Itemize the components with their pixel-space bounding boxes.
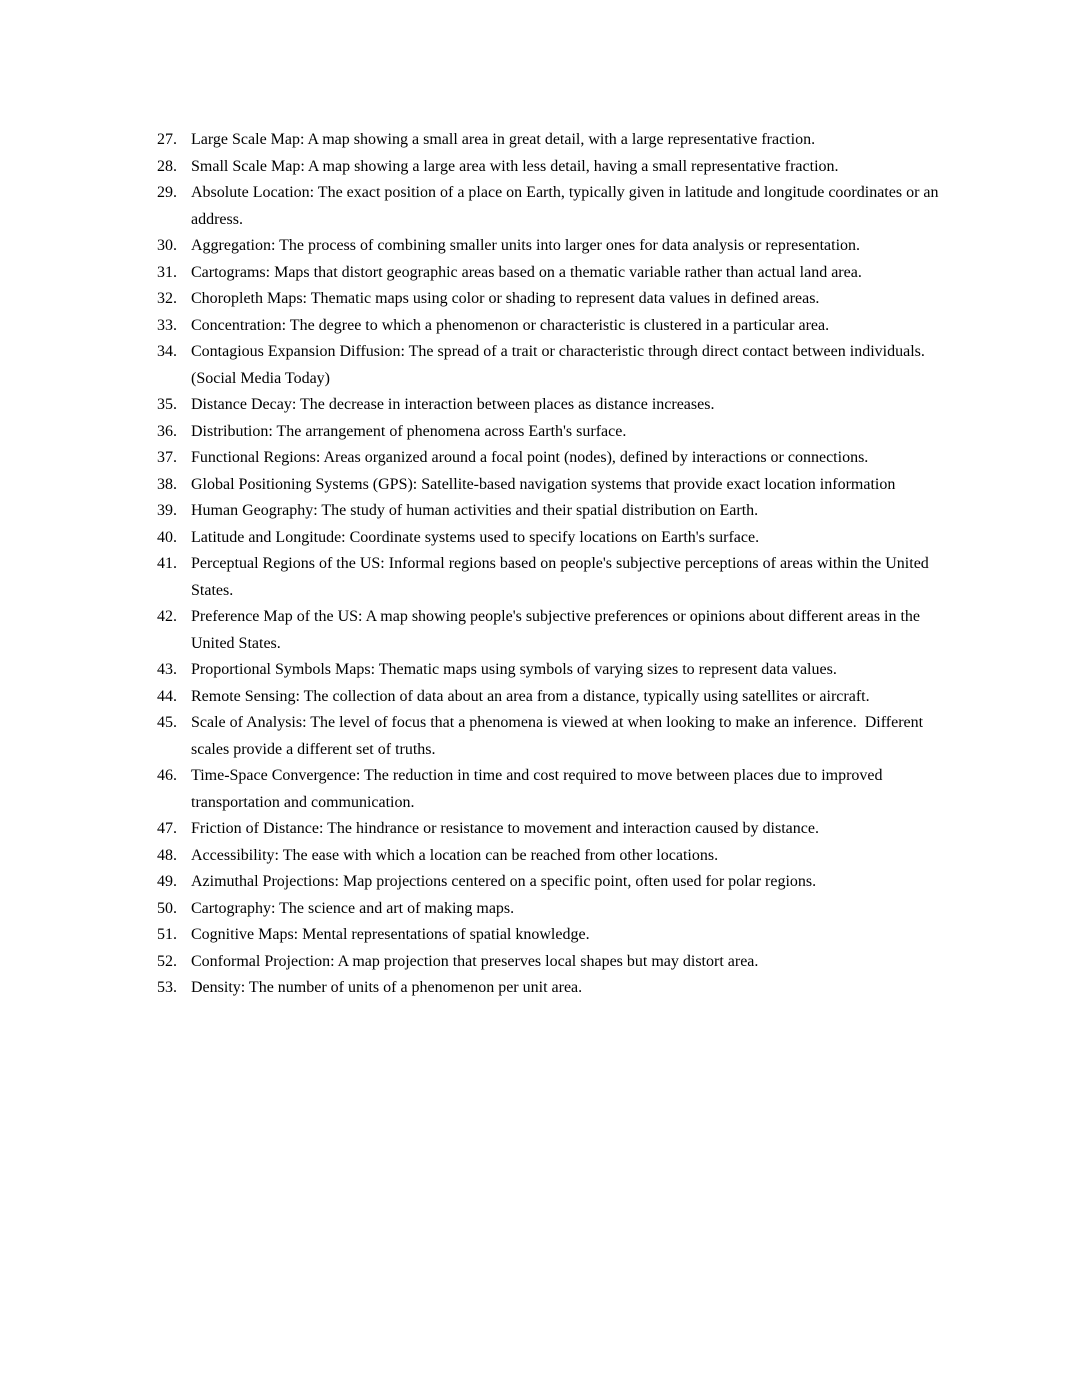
item-number: 40. [157, 528, 177, 546]
item-number: 30. [157, 237, 177, 254]
item-text: Large Scale Map: A map showing a small area in great detail, with a large representative fraction. [191, 131, 816, 148]
item-text: Absolute Location: The exact position of a place on Earth, typically given in latitude and longitude coordinates or an address. [191, 184, 943, 228]
item-number: 41. [157, 555, 177, 572]
list-item [157, 525, 957, 552]
item-number: 53. [157, 979, 177, 996]
item-text: Global Positioning Systems (GPS): Satellite-based navigation systems that provide exact location information [191, 475, 896, 493]
item-text: Concentration: The degree to which a phenomenon or characteristic is clustered in a particular area. [191, 316, 830, 334]
list-item [157, 260, 957, 287]
item-number: 35. [157, 396, 177, 413]
item-number: 28. [157, 157, 177, 175]
item-number: 50. [157, 899, 177, 917]
item-text: Aggregation: The process of combining smaller units into larger ones for data analysis or representation. [191, 237, 861, 254]
item-text: Time-Space Convergence: The reduction in time and cost required to move between places due to improved transportation and communication. [191, 767, 887, 811]
item-number: 52. [157, 952, 177, 970]
item-number: 39. [157, 502, 177, 519]
item-text: Proportional Symbols Maps: Thematic maps using symbols of varying sizes to represent data values. [191, 661, 837, 678]
list-item [157, 445, 957, 472]
item-text: Scale of Analysis: The level of focus that a phenomena is viewed at when looking to make an inference. Different scales provide a different set of truths. [191, 714, 928, 758]
item-number: 48. [157, 846, 177, 864]
list-item [157, 816, 957, 843]
list-item [157, 339, 957, 392]
list-item [157, 896, 957, 923]
item-text: Cognitive Maps: Mental representations of spatial knowledge. [191, 926, 590, 943]
list-item [157, 975, 957, 1002]
item-number: 32. [157, 290, 177, 307]
item-number: 45. [157, 714, 177, 731]
item-text: Distance Decay: The decrease in interaction between places as distance increases. [191, 396, 715, 413]
list-item [157, 472, 957, 499]
list-item [157, 922, 957, 949]
item-text: Cartography: The science and art of making maps. [191, 899, 515, 917]
list-item [157, 763, 957, 816]
item-number: 51. [157, 926, 177, 943]
item-number: 31. [157, 263, 177, 281]
item-number: 38. [157, 475, 177, 493]
list-item [157, 419, 957, 446]
item-text: Azimuthal Projections: Map projections centered on a specific point, often used for polar regions. [191, 873, 817, 890]
item-text: Human Geography: The study of human activities and their spatial distribution on Earth. [191, 502, 759, 519]
list-item [157, 313, 957, 340]
item-text: Cartograms: Maps that distort geographic areas based on a thematic variable rather than actual land area. [191, 263, 862, 281]
list-item [157, 233, 957, 260]
list-item [157, 710, 957, 763]
item-text: Density: The number of units of a phenomenon per unit area. [191, 979, 583, 996]
list-item [157, 286, 957, 313]
item-number: 43. [157, 661, 177, 678]
list-item [157, 154, 957, 181]
list-item [157, 684, 957, 711]
list-item [157, 949, 957, 976]
item-text: Friction of Distance: The hindrance or resistance to movement and interaction caused by distance. [191, 820, 819, 837]
item-text: Functional Regions: Areas organized around a focal point (nodes), defined by interactions or connections. [191, 449, 869, 466]
item-number: 29. [157, 184, 177, 201]
item-number: 46. [157, 767, 177, 784]
item-number: 27. [157, 131, 177, 148]
list-item [157, 604, 957, 657]
terms-list [157, 127, 957, 1002]
list-item [157, 180, 957, 233]
item-text: Choropleth Maps: Thematic maps using color or shading to represent data values in defined areas. [191, 290, 820, 307]
item-number: 47. [157, 820, 177, 837]
item-number: 33. [157, 316, 177, 334]
item-text: Accessibility: The ease with which a location can be reached from other locations. [191, 846, 719, 864]
item-text: Remote Sensing: The collection of data about an area from a distance, typically using satellites or aircraft. [191, 687, 870, 705]
item-number: 36. [157, 422, 177, 440]
item-text: Latitude and Longitude: Coordinate systems used to specify locations on Earth's surface. [191, 528, 760, 546]
item-text: Perceptual Regions of the US: Informal regions based on people's subjective perceptions of areas within the United States. [191, 555, 933, 599]
item-number: 49. [157, 873, 177, 890]
list-item [157, 843, 957, 870]
list-item [157, 869, 957, 896]
list-item [157, 392, 957, 419]
list-item [157, 551, 957, 604]
item-text: Preference Map of the US: A map showing people's subjective preferences or opinions about different areas in the United States. [191, 608, 925, 652]
item-text: Small Scale Map: A map showing a large area with less detail, having a small representative fraction. [191, 157, 839, 175]
item-number: 44. [157, 687, 177, 705]
item-number: 42. [157, 608, 177, 625]
item-text: Distribution: The arrangement of phenomena across Earth's surface. [191, 422, 627, 440]
item-text: Contagious Expansion Diffusion: The spread of a trait or characteristic through direct contact between individuals. (Social Media Today) [191, 343, 929, 387]
item-number: 34. [157, 343, 177, 360]
item-number: 37. [157, 449, 177, 466]
item-text: Conformal Projection: A map projection that preserves local shapes but may distort area. [191, 952, 759, 970]
list-item [157, 657, 957, 684]
list-item [157, 498, 957, 525]
list-item [157, 127, 957, 154]
